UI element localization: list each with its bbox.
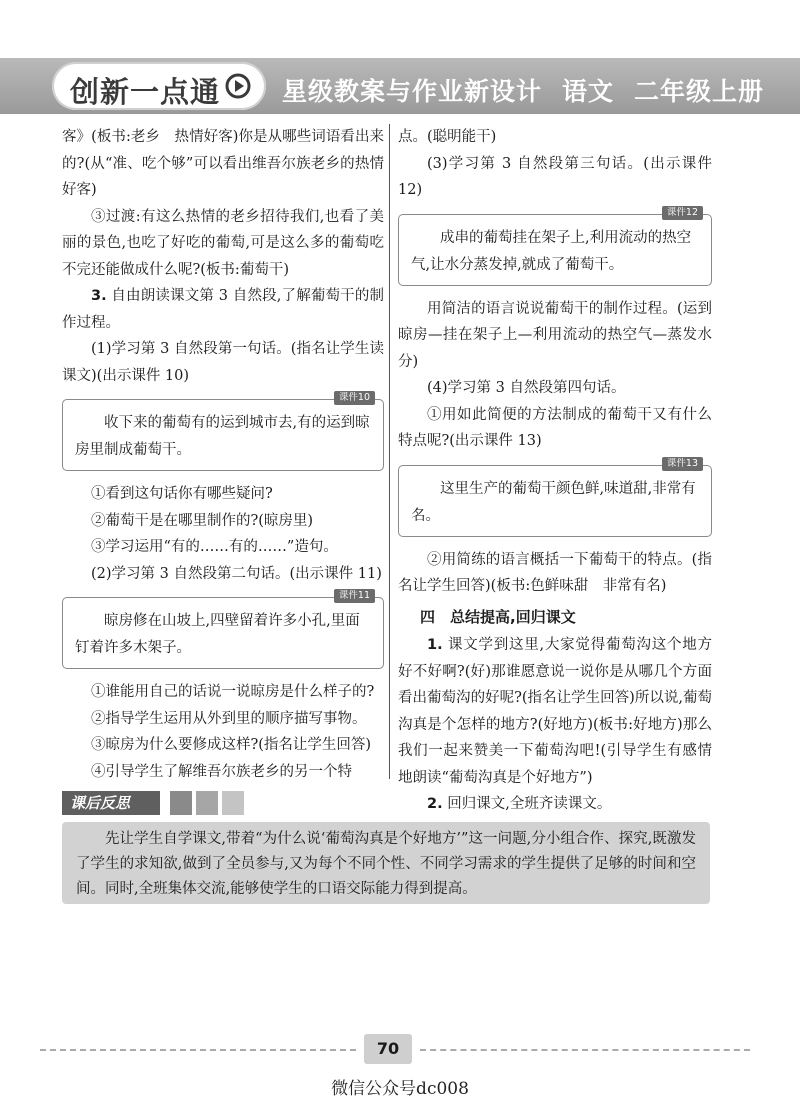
courseware-tag: 课件12 bbox=[662, 206, 703, 220]
book-series: 星级教案与作业新设计 bbox=[282, 77, 543, 106]
item-number: 1. bbox=[427, 637, 443, 653]
decor-square bbox=[196, 791, 218, 815]
footer-divider-right bbox=[420, 1049, 750, 1051]
watermark: 微信公众号dc008 bbox=[331, 1079, 469, 1099]
left-column bbox=[62, 124, 384, 785]
courseware-box bbox=[62, 392, 384, 471]
right-column bbox=[398, 124, 712, 818]
paragraph: ③学习运用“有的……有的……”造句。 bbox=[91, 539, 338, 555]
paragraph: 用简洁的语言说说葡萄干的制作过程。(运到晾房—挂在架子上—利用流动的热空气—蒸发水分) bbox=[398, 300, 712, 370]
courseware-text: 收下来的葡萄有的运到城市去,有的运到晾房里制成葡萄干。 bbox=[75, 415, 370, 458]
paragraph: ③晾房为什么要修成这样?(指名让学生回答) bbox=[91, 737, 372, 753]
decor-square bbox=[222, 791, 244, 815]
book-subject: 语文 bbox=[562, 77, 615, 106]
courseware-box bbox=[398, 457, 712, 537]
paragraph: (1)学习第 3 自然段第一句话。(指名让学生读课文)(出示课件 10) bbox=[62, 341, 384, 384]
paragraph: (2)学习第 3 自然段第二句话。(出示课件 11) bbox=[91, 565, 382, 582]
courseware-box bbox=[398, 206, 712, 286]
courseware-text: 晾房修在山坡上,四壁留着许多小孔,里面钉着许多木架子。 bbox=[75, 613, 360, 656]
courseware-box bbox=[62, 590, 384, 669]
paragraph: ①用如此简便的方法制成的葡萄干又有什么特点呢?(出示课件 13) bbox=[398, 406, 712, 449]
play-icon bbox=[225, 73, 251, 99]
courseware-text: 成串的葡萄挂在架子上,利用流动的热空气,让水分蒸发掉,就成了葡萄干。 bbox=[411, 229, 692, 273]
paragraph bbox=[62, 283, 384, 336]
paragraph-text: 回归课文,全班齐读课文。 bbox=[447, 796, 612, 812]
paragraph bbox=[398, 632, 712, 791]
paragraph-text: 自由朗读课文第 3 自然段,了解葡萄干的制作过程。 bbox=[62, 288, 384, 331]
paragraph bbox=[398, 791, 712, 818]
paragraph: 点。(聪明能干) bbox=[398, 129, 497, 145]
item-number: 3. bbox=[91, 288, 107, 304]
decor-square bbox=[170, 791, 192, 815]
item-number: 2. bbox=[427, 796, 443, 812]
paragraph: ①谁能用自己的话说一说晾房是什么样子的? bbox=[91, 684, 375, 700]
courseware-tag: 课件10 bbox=[334, 391, 375, 405]
book-grade: 二年级上册 bbox=[634, 77, 765, 106]
paragraph: ④引导学生了解维吾尔族老乡的另一个特 bbox=[91, 763, 352, 780]
paragraph: ②用简练的语言概括一下葡萄干的特点。(指名让学生回答)(板书:色鲜味甜 非常有名) bbox=[398, 551, 712, 594]
paragraph: ①看到这句话你有哪些疑问? bbox=[91, 486, 273, 502]
brand-name: 创新一点通 bbox=[70, 75, 221, 109]
courseware-tag: 课件13 bbox=[662, 457, 703, 471]
paragraph: ③过渡:有这么热情的老乡招待我们,也看了美丽的景色,也吃了好吃的葡萄,可是这么多的葡萄吃不完还能做成什么呢?(板书:葡萄干) bbox=[62, 208, 384, 278]
reflection-text: 先让学生自学课文,带着“为什么说‘葡萄沟真是个好地方’”这一问题,分小组合作、探究,既激发了学生的求知欲,做到了全员参与,又为每个不同个性、不同学习需求的学生提供了足够的时间和空间。同时,全班集体交流,能够使学生的口语交际能力得到提高。 bbox=[62, 822, 710, 904]
paragraph: (3)学习第 3 自然段第三句话。(出示课件 12) bbox=[398, 155, 712, 198]
courseware-tag: 课件11 bbox=[334, 589, 375, 603]
section-heading: 四 总结提高,回归课文 bbox=[420, 607, 576, 626]
footer-divider-left bbox=[40, 1049, 356, 1051]
paragraph: 客》(板书:老乡 热情好客)你是从哪些词语看出来的?(从“准、吃个够”可以看出维吾尔族老乡的热情好客) bbox=[62, 129, 384, 198]
column-divider bbox=[389, 124, 390, 779]
header-banner bbox=[0, 58, 800, 114]
paragraph-text: 课文学到这里,大家觉得葡萄沟这个地方好不好啊?(好)那谁愿意说一说你是从哪几个方面看出葡萄沟的好呢?(指名让学生回答)所以说,葡萄沟真是个怎样的地方?(好地方)(板书:好地方)那么我们一起来赞美一下葡萄沟吧!(引导学生有感情地朗读“葡萄沟真是个好地方”) bbox=[398, 637, 713, 786]
courseware-text: 这里生产的葡萄干颜色鲜,味道甜,非常有名。 bbox=[411, 480, 696, 524]
book-title bbox=[282, 72, 784, 108]
reflection-label: 课后反思 bbox=[62, 791, 160, 815]
page-number: 70 bbox=[364, 1034, 412, 1064]
paragraph: ②指导学生运用从外到里的顺序描写事物。 bbox=[91, 710, 367, 727]
paragraph: (4)学习第 3 自然段第四句话。 bbox=[427, 380, 626, 396]
paragraph: ②葡萄干是在哪里制作的?(晾房里) bbox=[91, 512, 314, 529]
